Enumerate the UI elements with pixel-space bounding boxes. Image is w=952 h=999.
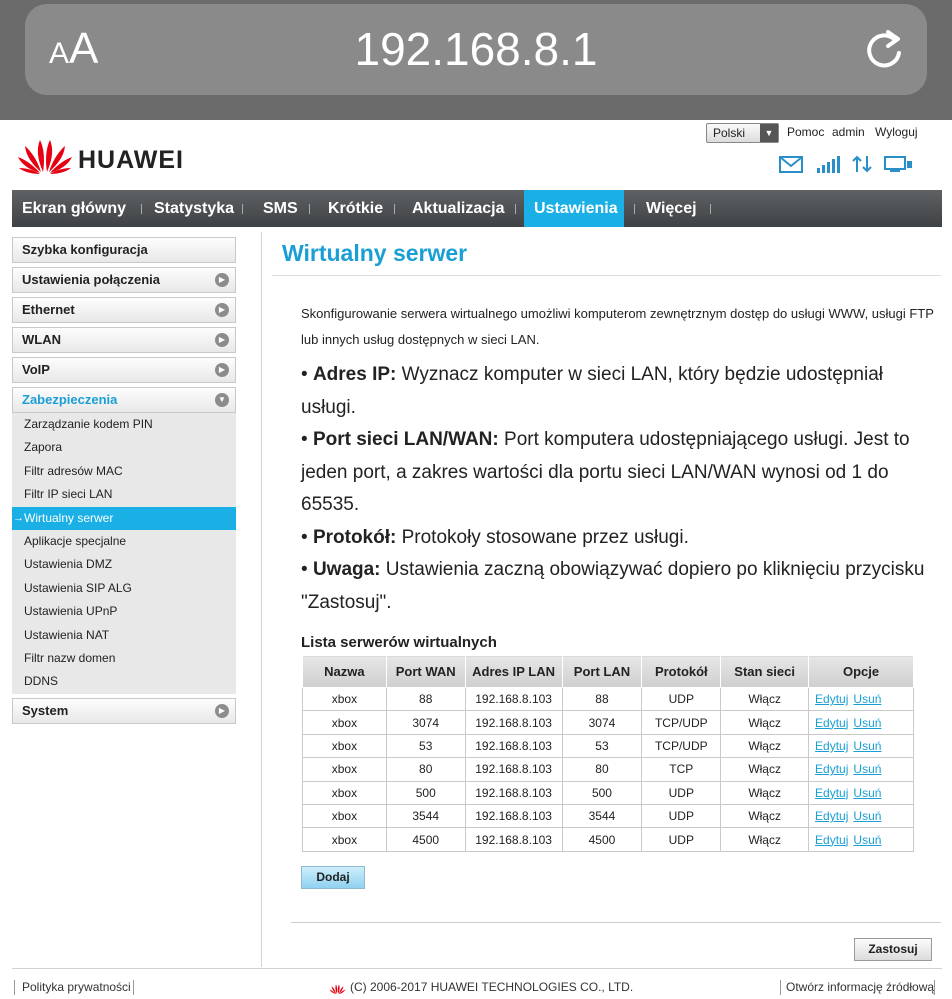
table-cell: xbox: [303, 828, 387, 851]
table-cell: Włącz: [721, 688, 809, 711]
user-link[interactable]: admin: [832, 125, 865, 139]
edit-link[interactable]: Edytuj: [815, 762, 849, 777]
sidebar-item-system[interactable]: System ▶: [12, 698, 236, 724]
sidebar-sub-nat[interactable]: Ustawienia NAT: [24, 627, 110, 642]
nav-more[interactable]: Więcej: [646, 200, 697, 217]
table-cell: 500: [386, 781, 465, 804]
page-title: Wirtualny serwer: [282, 240, 468, 266]
nav-shortcuts[interactable]: Krótkie: [328, 200, 384, 217]
main-content: [282, 240, 942, 274]
table-cell: TCP/UDP: [642, 734, 721, 757]
chevron-right-icon: ▶: [215, 704, 229, 718]
column-header: Port WAN: [386, 656, 465, 688]
delete-link[interactable]: Usuń: [853, 785, 882, 800]
huawei-small-logo: [329, 981, 346, 995]
table-cell: Włącz: [721, 711, 809, 734]
table-cell: Włącz: [721, 734, 809, 757]
nav-settings[interactable]: Ustawienia: [524, 190, 624, 227]
text-size-button[interactable]: AA: [49, 24, 99, 73]
bullet-ip: • Adres IP: Wyznacz komputer w sieci LAN, który będzie udostępniał usługi.: [301, 364, 884, 418]
divider: [291, 922, 941, 923]
column-header: Port LAN: [562, 656, 642, 688]
table-cell-options: [809, 688, 914, 711]
privacy-link[interactable]: Polityka prywatności: [22, 980, 131, 994]
table-cell: 192.168.8.103: [465, 804, 562, 827]
list-title: Lista serwerów wirtualnych: [301, 634, 497, 651]
divider: [261, 232, 262, 967]
table-cell: xbox: [303, 804, 387, 827]
table-cell: 4500: [386, 828, 465, 851]
table-cell: 192.168.8.103: [465, 828, 562, 851]
edit-link[interactable]: Edytuj: [815, 692, 849, 707]
table-cell: 3074: [386, 711, 465, 734]
data-transfer-icon: [853, 156, 871, 172]
table-cell: 3544: [386, 804, 465, 827]
help-bullets: [301, 359, 941, 619]
router-header: [12, 120, 942, 190]
table-cell-options: [809, 781, 914, 804]
add-button[interactable]: Dodaj: [301, 866, 365, 889]
nav-sms[interactable]: SMS: [263, 200, 298, 217]
help-link[interactable]: Pomoc: [787, 125, 825, 139]
table-cell: UDP: [642, 828, 721, 851]
table-cell: 500: [562, 781, 642, 804]
table-cell: xbox: [303, 781, 387, 804]
edit-link[interactable]: Edytuj: [815, 738, 849, 753]
huawei-logo: [16, 130, 74, 174]
edit-link[interactable]: Edytuj: [815, 832, 849, 847]
table-cell-options: [809, 758, 914, 781]
nav-statistics[interactable]: Statystyka: [154, 200, 235, 217]
sidebar-item-quick-setup[interactable]: Szybka konfiguracja: [12, 237, 236, 263]
copyright-text: (C) 2006-2017 HUAWEI TECHNOLOGIES CO., LTD.: [350, 980, 634, 994]
table-cell: xbox: [303, 711, 387, 734]
table-cell: 4500: [562, 828, 642, 851]
virtual-server-table: [302, 655, 914, 852]
table-row: [303, 758, 914, 781]
table-cell: TCP: [642, 758, 721, 781]
column-header: Protokół: [642, 656, 721, 688]
chevron-right-icon: ▶: [215, 303, 229, 317]
table-cell: xbox: [303, 758, 387, 781]
chevron-down-icon: ▼: [760, 124, 778, 142]
table-row: [303, 711, 914, 734]
edit-link[interactable]: Edytuj: [815, 715, 849, 730]
connection-icon: [885, 157, 912, 172]
bullet-port: • Port sieci LAN/WAN: Port komputera udostępniającego usługi. Jest to jeden port, a zakres wartości dla portu sieci LAN/WAN wynosi od 1 do 65535.: [301, 429, 910, 515]
chevron-right-icon: ▶: [215, 333, 229, 347]
table-cell: 80: [386, 758, 465, 781]
sidebar-item-security[interactable]: Zabezpieczenia ▼: [12, 387, 236, 413]
main-nav: [12, 190, 942, 227]
sidebar-item-ethernet[interactable]: Ethernet ▶: [12, 297, 236, 323]
sidebar-sub-dmz[interactable]: Ustawienia DMZ: [24, 557, 113, 572]
status-icons: [777, 154, 927, 176]
table-cell-options: [809, 711, 914, 734]
chevron-right-icon: ▶: [215, 273, 229, 287]
security-submenu: [12, 413, 236, 694]
open-source-link[interactable]: Otwórz informację źródłową: [786, 980, 935, 994]
table-cell-options: [809, 828, 914, 851]
table-row: [303, 734, 914, 757]
table-cell: UDP: [642, 804, 721, 827]
language-select[interactable]: Polski ▼: [706, 123, 779, 143]
sidebar-sub-mac-filter[interactable]: Filtr adresów MAC: [24, 463, 123, 478]
sidebar-sub-pin[interactable]: Zarządzanie kodem PIN: [24, 417, 153, 431]
table-row: [303, 781, 914, 804]
arrow-right-icon: →: [13, 511, 24, 524]
sidebar-item-connection[interactable]: Ustawienia połączenia ▶: [12, 267, 236, 293]
browser-toolbar: [0, 0, 952, 120]
delete-link[interactable]: Usuń: [853, 738, 882, 753]
sidebar-sub-domain-filter[interactable]: Filtr nazw domen: [24, 650, 116, 665]
table-cell-options: [809, 804, 914, 827]
table-cell: 88: [386, 688, 465, 711]
apply-button[interactable]: Zastosuj: [854, 938, 932, 961]
delete-link[interactable]: Usuń: [853, 692, 882, 707]
nav-update[interactable]: Aktualizacja: [412, 200, 505, 217]
table-cell: 88: [562, 688, 642, 711]
nav-home[interactable]: Ekran główny: [22, 200, 127, 217]
chevron-down-icon: ▼: [215, 393, 229, 407]
table-cell: xbox: [303, 688, 387, 711]
bullet-note: • Uwaga: Ustawienia zaczną obowiązywać dopiero po kliknięciu przycisku "Zastosuj".: [301, 559, 925, 613]
delete-link[interactable]: Usuń: [853, 832, 882, 847]
divider: [12, 968, 942, 969]
table-cell: 80: [562, 758, 642, 781]
column-header: Adres IP LAN: [465, 656, 562, 688]
delete-link[interactable]: Usuń: [853, 762, 882, 777]
table-cell: 192.168.8.103: [465, 688, 562, 711]
reload-icon[interactable]: [861, 26, 907, 76]
sidebar-sub-sip-alg[interactable]: Ustawienia SIP ALG: [24, 580, 132, 595]
mail-icon: [780, 157, 802, 172]
table-cell: 192.168.8.103: [465, 758, 562, 781]
delete-link[interactable]: Usuń: [853, 715, 882, 730]
sidebar-sub-firewall[interactable]: Zapora: [24, 440, 63, 455]
column-header: Stan sieci: [721, 656, 809, 688]
logout-link[interactable]: Wyloguj: [875, 125, 918, 139]
intro-text: Skonfigurowanie serwera wirtualnego umożliwi komputerom zewnętrznym dostęp do usługi WWW, usługi FTP lub innych usług dostępnych w sieci LAN.: [301, 306, 934, 347]
column-header: Opcje: [809, 656, 914, 688]
brand-name: HUAWEI: [78, 146, 184, 174]
sidebar: [12, 237, 236, 728]
table-row: [303, 828, 914, 851]
table-cell: UDP: [642, 781, 721, 804]
table-cell-options: [809, 734, 914, 757]
edit-link[interactable]: Edytuj: [815, 809, 849, 824]
sidebar-item-wlan[interactable]: WLAN ▶: [12, 327, 236, 353]
divider: [272, 275, 941, 276]
table-cell: xbox: [303, 734, 387, 757]
chevron-right-icon: ▶: [215, 363, 229, 377]
column-header: Nazwa: [303, 656, 387, 688]
table-cell: UDP: [642, 688, 721, 711]
table-cell: TCP/UDP: [642, 711, 721, 734]
table-cell: 53: [562, 734, 642, 757]
sidebar-item-voip[interactable]: VoIP ▶: [12, 357, 236, 383]
table-row: [303, 804, 914, 827]
table-cell: 3544: [562, 804, 642, 827]
sidebar-sub-lan-ip-filter[interactable]: Filtr IP sieci LAN: [24, 487, 113, 502]
signal-icon: [817, 156, 840, 173]
table-cell: Włącz: [721, 804, 809, 827]
table-header-row: [303, 656, 914, 688]
table-cell: 192.168.8.103: [465, 781, 562, 804]
delete-link[interactable]: Usuń: [853, 809, 882, 824]
table-cell: 192.168.8.103: [465, 734, 562, 757]
table-cell: 53: [386, 734, 465, 757]
edit-link[interactable]: Edytuj: [815, 785, 849, 800]
table-cell: Włącz: [721, 828, 809, 851]
table-cell: 3074: [562, 711, 642, 734]
sidebar-sub-virtual-server[interactable]: → Wirtualny serwer: [12, 507, 236, 530]
sidebar-sub-ddns[interactable]: DDNS: [24, 674, 59, 689]
url-text[interactable]: 192.168.8.1: [354, 23, 598, 75]
bullet-protocol: • Protokół: Protokoły stosowane przez usługi.: [301, 526, 689, 548]
sidebar-sub-upnp[interactable]: Ustawienia UPnP: [24, 604, 118, 619]
sidebar-sub-special-apps[interactable]: Aplikacje specjalne: [24, 533, 127, 548]
address-bar[interactable]: [25, 4, 927, 95]
table-cell: Włącz: [721, 758, 809, 781]
table-cell: 192.168.8.103: [465, 711, 562, 734]
table-row: [303, 688, 914, 711]
table-cell: Włącz: [721, 781, 809, 804]
